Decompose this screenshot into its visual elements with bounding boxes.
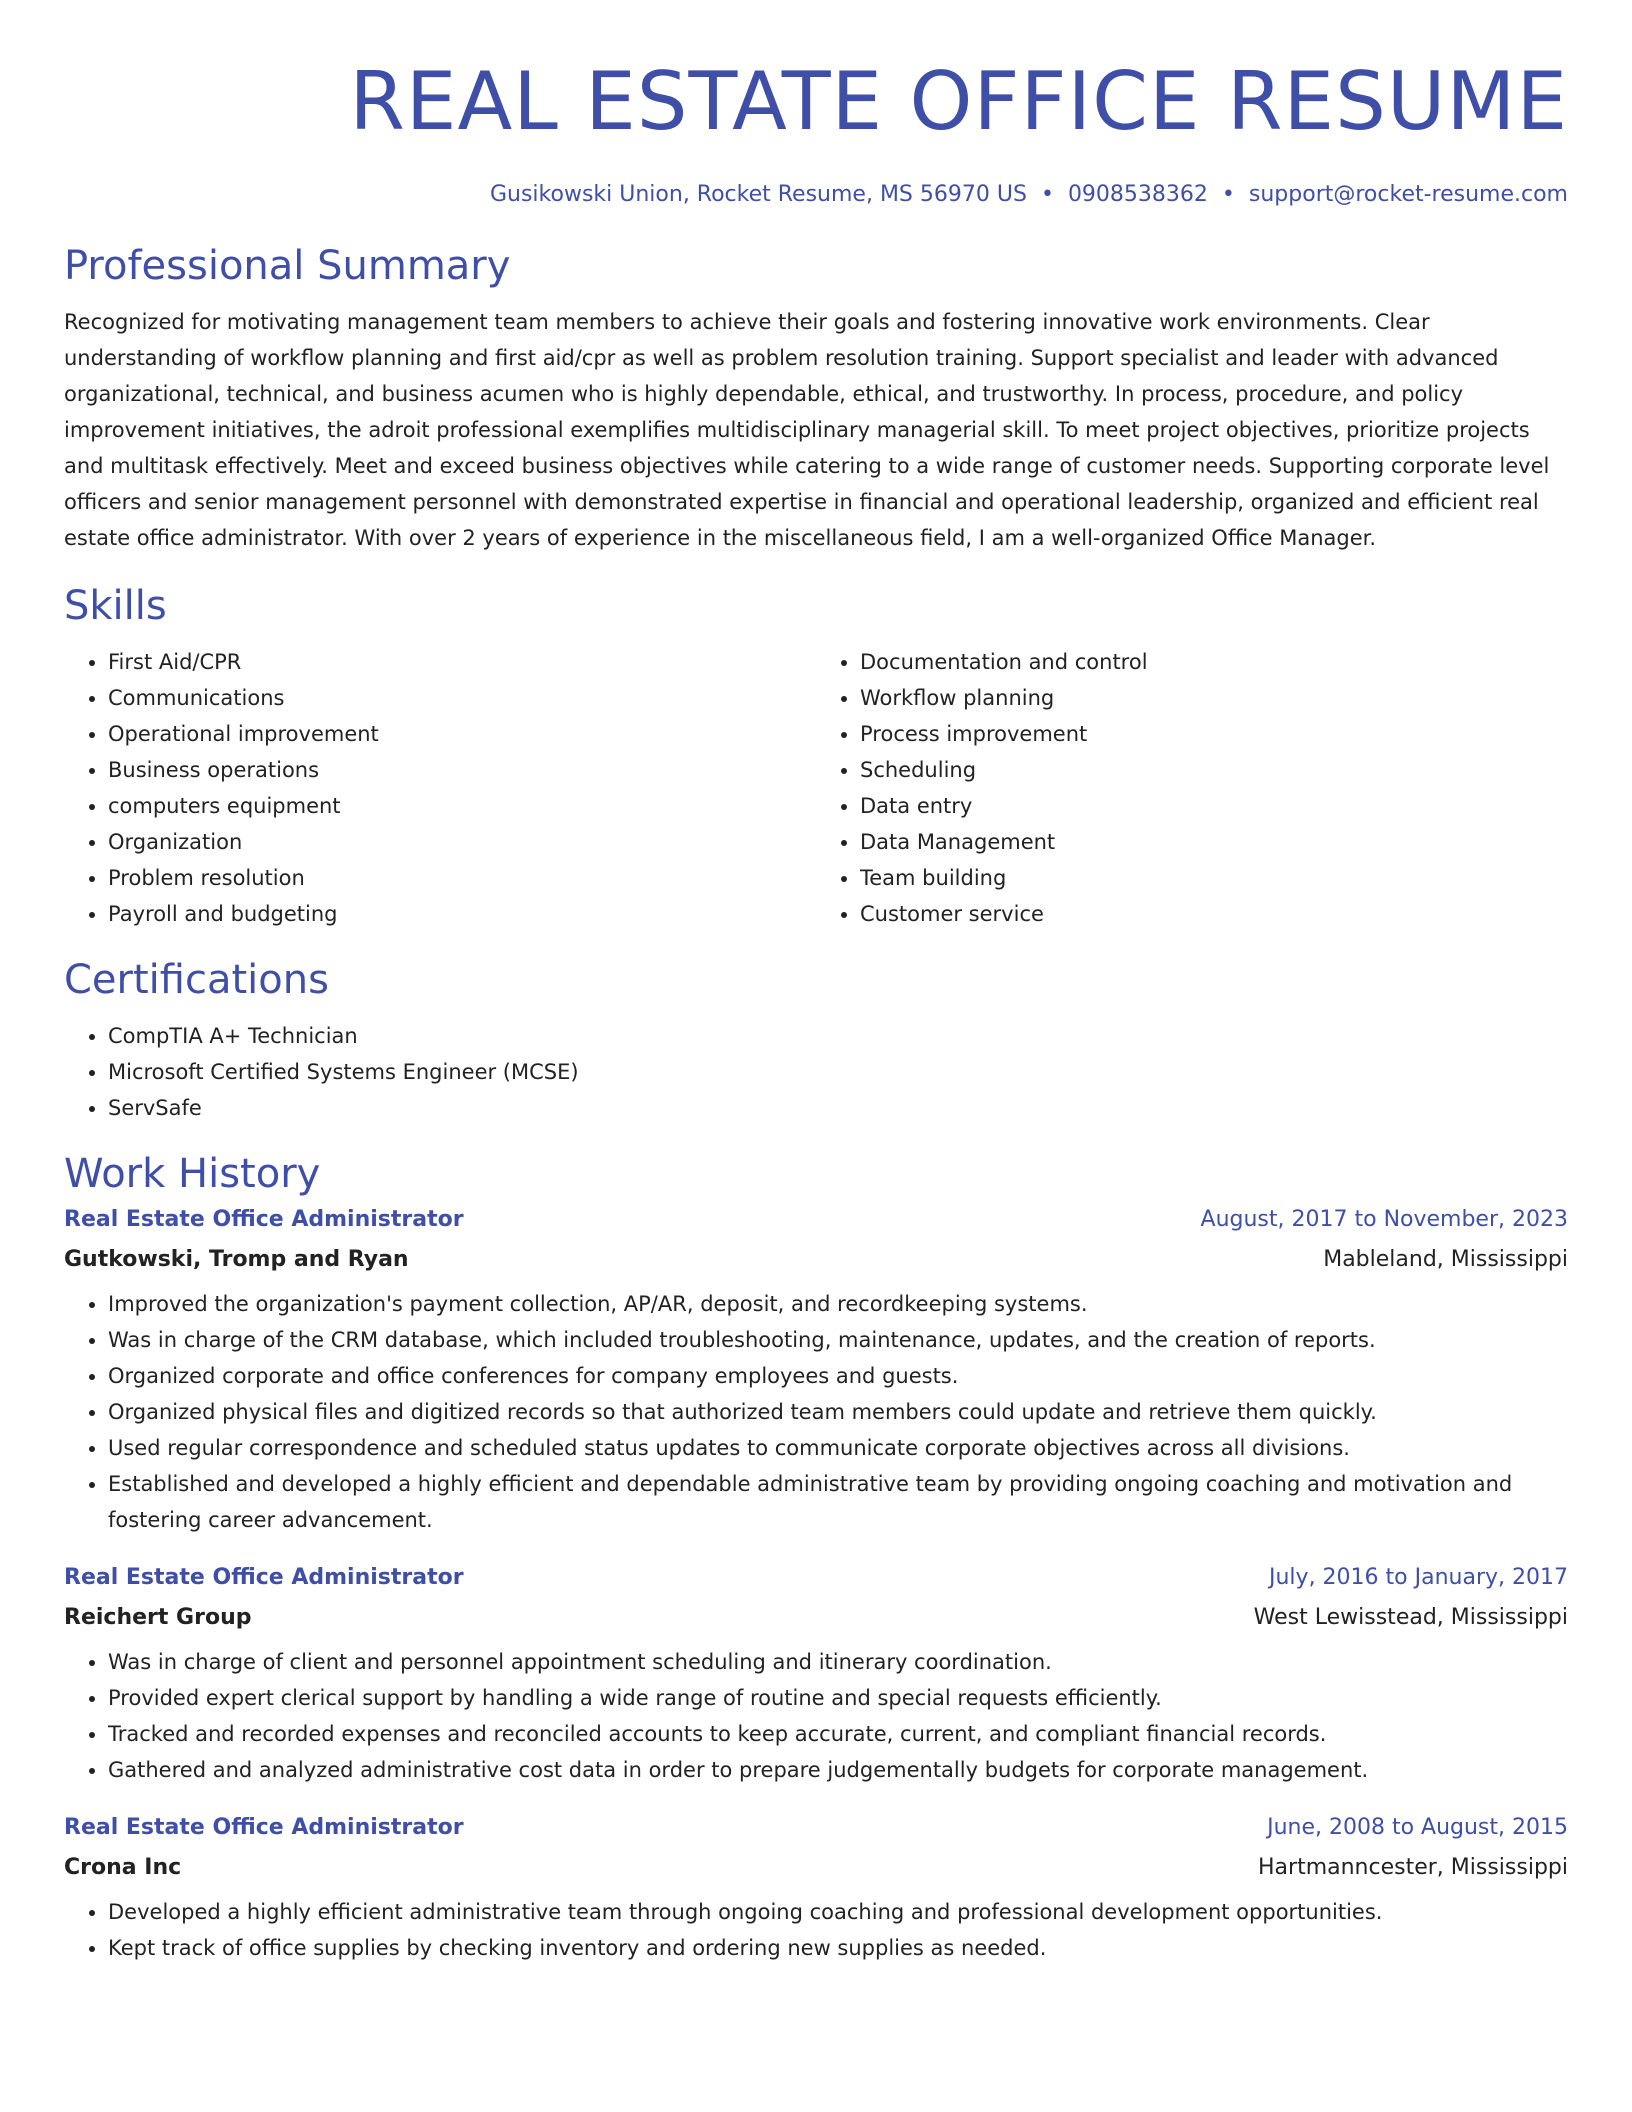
contact-email[interactable]: support@rocket-resume.com xyxy=(1248,182,1568,207)
skill-item: • Team building xyxy=(860,860,1568,896)
job-bullets xyxy=(64,1644,1568,1788)
job-bullet: • Kept track of office supplies by checking inventory and ordering new supplies as needed. xyxy=(108,1930,1568,1966)
skills-column-left xyxy=(64,644,816,932)
job-company-row xyxy=(64,1240,1568,1280)
job-bullet: • Gathered and analyzed administrative cost data in order to prepare judgementally budgets for corporate management. xyxy=(108,1752,1568,1788)
job-location: West Lewisstead, Mississippi xyxy=(1253,1605,1568,1630)
certification-item: • CompTIA A+ Technician xyxy=(108,1018,1568,1054)
job-bullet: • Established and developed a highly efficient and dependable administrative team by providing ongoing coaching and motivation and fostering career advancement. xyxy=(108,1466,1568,1538)
skill-item: • Data Management xyxy=(860,824,1568,860)
skill-item: • Operational improvement xyxy=(108,716,816,752)
job-bullet: • Was in charge of client and personnel appointment scheduling and itinerary coordination. xyxy=(108,1644,1568,1680)
job-header-row xyxy=(64,1808,1568,1848)
job-header-row xyxy=(64,1200,1568,1240)
job-company-row xyxy=(64,1598,1568,1638)
skills-heading: Skills xyxy=(64,583,167,629)
resume-title: REAL ESTATE OFFICE RESUME xyxy=(349,55,1568,148)
skill-item: • Organization xyxy=(108,824,816,860)
contact-address: Gusikowski Union, Rocket Resume, MS 56970 US xyxy=(489,182,1027,207)
certifications-list xyxy=(64,1018,1568,1126)
skill-item: • Payroll and budgeting xyxy=(108,896,816,932)
job-bullets xyxy=(64,1894,1568,1966)
job-entry xyxy=(64,1558,1568,1788)
skill-item: • First Aid/CPR xyxy=(108,644,816,680)
skills-list xyxy=(64,644,1568,932)
job-location: Hartmanncester, Mississippi xyxy=(1258,1855,1568,1880)
skill-item: • Problem resolution xyxy=(108,860,816,896)
skill-item: • Data entry xyxy=(860,788,1568,824)
job-company: Reichert Group xyxy=(64,1605,252,1630)
job-dates: June, 2008 to August, 2015 xyxy=(1267,1815,1568,1840)
job-bullet: • Provided expert clerical support by handling a wide range of routine and special requests efficiently. xyxy=(108,1680,1568,1716)
skill-item: • Documentation and control xyxy=(860,644,1568,680)
job-bullet: • Organized physical files and digitized records so that authorized team members could update and retrieve them quickly. xyxy=(108,1394,1568,1430)
job-header-row xyxy=(64,1558,1568,1598)
job-bullet: • Improved the organization's payment collection, AP/AR, deposit, and recordkeeping systems. xyxy=(108,1286,1568,1322)
certifications-heading: Certifications xyxy=(64,957,329,1003)
job-location: Mableland, Mississippi xyxy=(1323,1247,1568,1272)
skill-item: • Business operations xyxy=(108,752,816,788)
job-bullets xyxy=(64,1286,1568,1538)
skill-item: • Scheduling xyxy=(860,752,1568,788)
skill-item: • Communications xyxy=(108,680,816,716)
contact-separator: • xyxy=(1040,182,1054,207)
job-dates: August, 2017 to November, 2023 xyxy=(1200,1207,1568,1232)
contact-line xyxy=(64,180,1568,210)
skill-item: • Customer service xyxy=(860,896,1568,932)
contact-separator: • xyxy=(1221,182,1235,207)
job-title: Real Estate Office Administrator xyxy=(64,1815,464,1840)
skill-item: • computers equipment xyxy=(108,788,816,824)
summary-text: Recognized for motivating management team members to achieve their goals and fostering innovative work environments. Clear understanding of workflow planning and first aid/cpr as well as problem resolution training. Support specialist and leader with advanced organizational, technical, and business acumen who is highly dependable, ethical, and trustworthy. In process, procedure, and policy improvement initiatives, the adroit professional exemplifies multidisciplinary managerial skill. To meet project objectives, prioritize projects and multitask effectively. Meet and exceed business objectives while catering to a wide range of customer needs. Supporting corporate level officers and senior management personnel with demonstrated expertise in financial and operational leadership, organized and efficient real estate office administrator. With over 2 years of experience in the miscellaneous field, I am a well-organized Office Manager. xyxy=(64,310,1550,550)
job-bullet: • Used regular correspondence and scheduled status updates to communicate corporate objectives across all divisions. xyxy=(108,1430,1568,1466)
job-entry xyxy=(64,1200,1568,1538)
summary-heading: Professional Summary xyxy=(64,243,511,289)
contact-phone[interactable]: 0908538362 xyxy=(1067,182,1208,207)
skill-item: • Workflow planning xyxy=(860,680,1568,716)
job-bullet: • Organized corporate and office conferences for company employees and guests. xyxy=(108,1358,1568,1394)
job-bullet: • Tracked and recorded expenses and reconciled accounts to keep accurate, current, and compliant financial records. xyxy=(108,1716,1568,1752)
job-title: Real Estate Office Administrator xyxy=(64,1207,464,1232)
job-dates: July, 2016 to January, 2017 xyxy=(1269,1565,1568,1590)
certification-item: • ServSafe xyxy=(108,1090,1568,1126)
job-bullet: • Developed a highly efficient administrative team through ongoing coaching and professional development opportunities. xyxy=(108,1894,1568,1930)
job-entry xyxy=(64,1808,1568,1966)
job-company: Gutkowski, Tromp and Ryan xyxy=(64,1247,409,1272)
job-company: Crona Inc xyxy=(64,1855,182,1880)
skill-item: • Process improvement xyxy=(860,716,1568,752)
job-bullet: • Was in charge of the CRM database, which included troubleshooting, maintenance, updates, and the creation of reports. xyxy=(108,1322,1568,1358)
certification-item: • Microsoft Certified Systems Engineer (MCSE) xyxy=(108,1054,1568,1090)
work-history-heading: Work History xyxy=(64,1151,321,1197)
job-company-row xyxy=(64,1848,1568,1888)
skills-column-right xyxy=(816,644,1568,932)
job-title: Real Estate Office Administrator xyxy=(64,1565,464,1590)
resume-page xyxy=(64,0,1568,1986)
